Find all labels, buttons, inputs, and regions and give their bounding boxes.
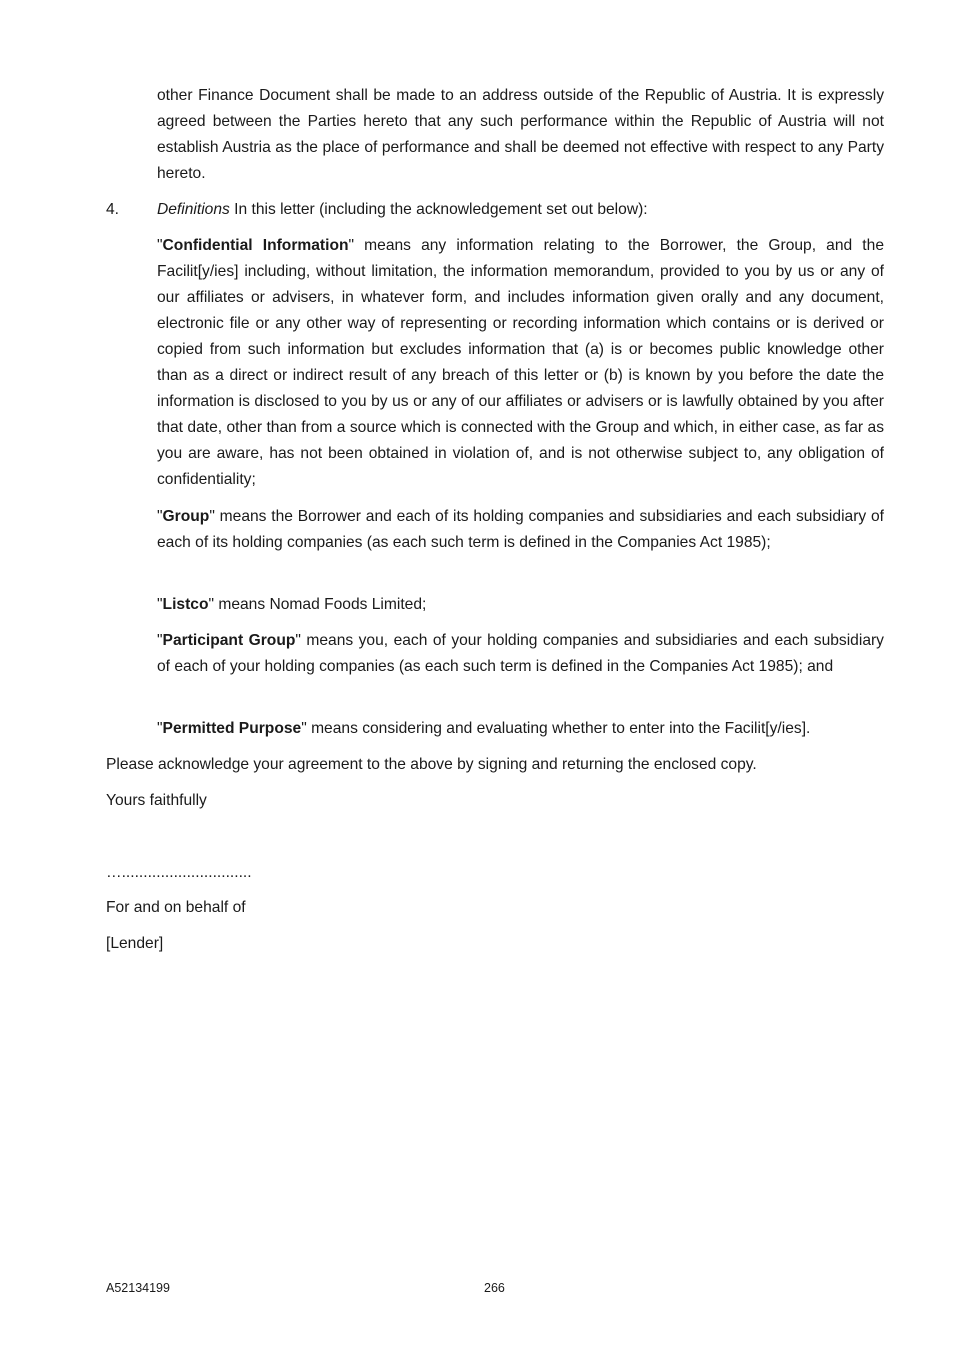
definition-group bbox=[157, 504, 884, 556]
quote-mark: " bbox=[157, 596, 163, 613]
quote-mark: " bbox=[157, 632, 163, 649]
defined-term: Participant Group bbox=[162, 632, 296, 649]
defined-term: Group bbox=[162, 508, 210, 525]
definition-text: " means considering and evaluating whether to enter into the Facilit[y/ies]. bbox=[301, 720, 811, 737]
on-behalf-of: For and on behalf of bbox=[106, 899, 246, 916]
quote-mark: " bbox=[157, 237, 163, 254]
acknowledgement-request: Please acknowledge your agreement to the above by signing and returning the enclosed copy. bbox=[106, 756, 757, 773]
page-number: 266 bbox=[484, 1281, 505, 1295]
clause-heading: Definitions bbox=[157, 201, 230, 218]
definition-text: " means the Borrower and each of its holding companies and subsidiaries and each subsidiary of each of its holding companies (as each such term is defined in the Companies Act 1985); bbox=[157, 508, 884, 551]
clause-heading-line bbox=[157, 197, 884, 223]
definition-text: " means you, each of your holding companies and subsidiaries and each subsidiary of each of your holding companies (as each such term is defined in the Companies Act 1985); and bbox=[157, 632, 884, 675]
clause-intro: In this letter (including the acknowledgement set out below): bbox=[229, 201, 648, 218]
quote-mark: " bbox=[157, 508, 163, 525]
definition-confidential-information bbox=[157, 233, 884, 493]
definition-permitted-purpose bbox=[157, 716, 884, 742]
quote-mark: " bbox=[157, 720, 163, 737]
definition-listco bbox=[157, 592, 884, 618]
definition-text: " means Nomad Foods Limited; bbox=[208, 596, 427, 613]
lender-placeholder: [Lender] bbox=[106, 935, 164, 952]
defined-term: Listco bbox=[162, 596, 209, 613]
continuation-paragraph: other Finance Document shall be made to an address outside of the Republic of Austria. It is expressly agreed between the Parties hereto that any such performance within the Republic of Austria will not establish Austria as the place of performance and shall be deemed not effective with respect to any Party hereto. bbox=[157, 87, 884, 182]
defined-term: Confidential Information bbox=[162, 237, 349, 254]
valediction: Yours faithfully bbox=[106, 792, 207, 809]
definition-text: " means any information relating to the Borrower, the Group, and the Facilit[y/ies] including, without limitation, the information memorandum, provided to you by us or any of our affiliates or advisers, in whatever form, and includes information given orally and any document, electronic file or any other way of representing or recording information which contains or is derived or copied from such information but excludes information that (a) is or becomes public knowledge other than as a direct or indirect result of any breach of this letter or (b) is known by you before the date the information is disclosed to you by us or any of our affiliates or advisers or is lawfully obtained by you after that date, other than from a source which is connected with the Group and which, in either case, as far as you are aware, has not been obtained in violation of, and is not otherwise subject to, any obligation of confidentiality; bbox=[157, 237, 884, 488]
definition-participant-group bbox=[157, 628, 884, 680]
defined-term: Permitted Purpose bbox=[162, 720, 302, 737]
clause-number: 4. bbox=[106, 201, 120, 218]
signature-line: ….............................. bbox=[106, 864, 252, 881]
document-reference: A52134199 bbox=[106, 1281, 170, 1295]
